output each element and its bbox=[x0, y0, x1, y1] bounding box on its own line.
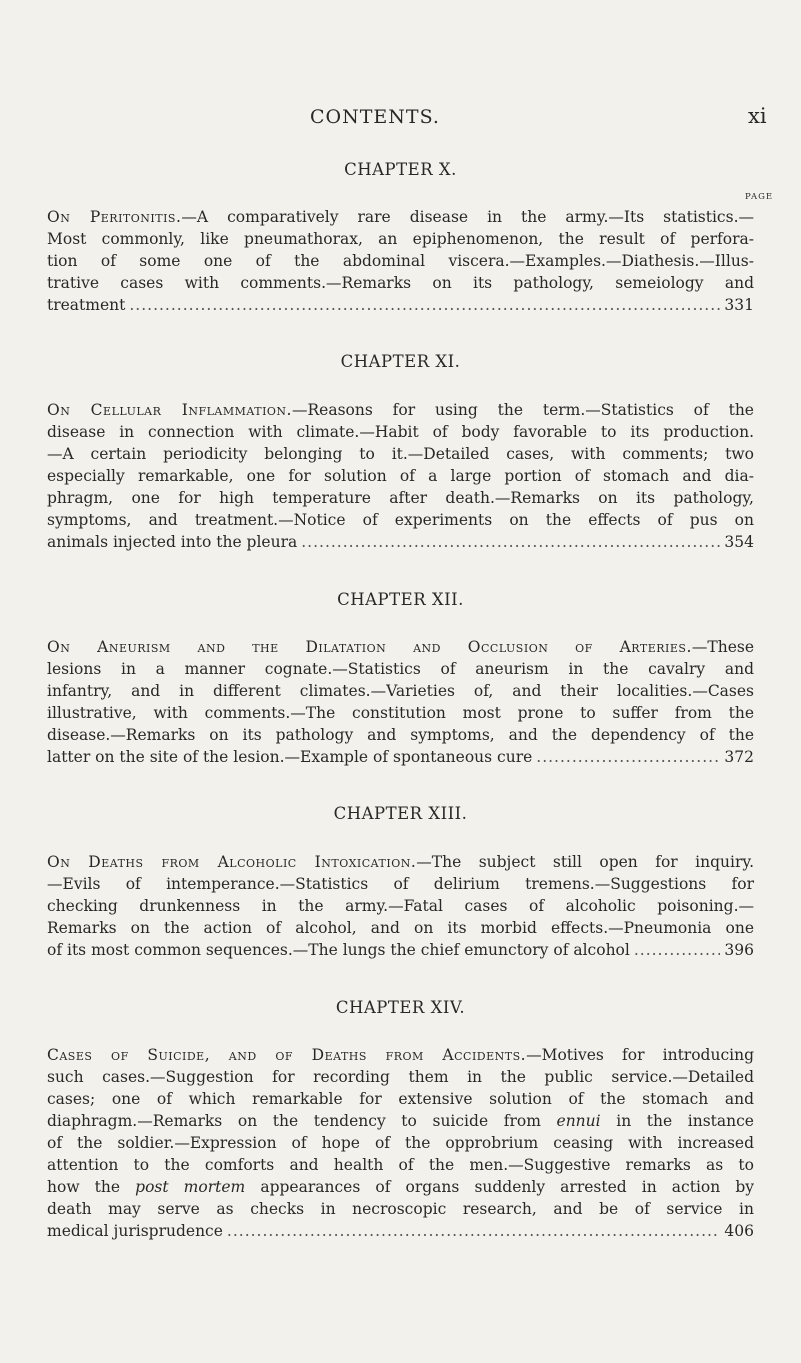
page-folio: xi bbox=[748, 104, 767, 128]
chapter-heading: CHAPTER X. bbox=[344, 160, 457, 179]
chapter-heading: CHAPTER XII. bbox=[337, 590, 464, 609]
page-number: 372 bbox=[724, 748, 754, 766]
leader-dots bbox=[634, 939, 721, 961]
running-head-title: CONTENTS. bbox=[310, 106, 440, 128]
toc-entry[interactable]: On Cellular Inflammation.—Reasons for using the term.—Statistics of the disease in connection with climate.—Habit of body favorable to its production. —A certain periodicity belonging to it.—Detailed cases, with comments; two especially remarkable, one for solution of a large portion of stomach and dia- phragm, one for high temperature after death.—Remarks on its pathology, symptoms, and treatment.—Notice of experiments on the effects of pus on animals injected into the pleura ..... 354 bbox=[47, 399, 754, 553]
leader-dots bbox=[536, 746, 720, 768]
page-number: 354 bbox=[724, 533, 754, 551]
toc-entry[interactable]: On Aneurism and the Dilatation and Occlusion of Arteries.—These lesions in a manner cognate.—Statistics of aneurism in the cavalry and infantry, and in different climates.—Varieties of, and their localities.—Cases illustrative, with comments.—The constitution most prone to suffer from the disease.—Remarks on its pathology and symptoms, and the dependency of the latter on the site of the lesion.—Example of spontaneous cure ..... 372 bbox=[47, 636, 754, 768]
entry-lead: On Peritonitis. bbox=[47, 208, 182, 226]
toc-entry[interactable]: On Deaths from Alcoholic Intoxication.—The subject still open for inquiry. —Evils of intemperance.—Statistics of delirium tremens.—Suggestions for checking drunkenness in the army.—Fatal cases of alcoholic poisoning.— Remarks on the action of alcohol, and on its morbid effects.—Pneumonia one of its most common sequences.—The lungs the chief emunctory of alcohol ..... 396 bbox=[47, 851, 754, 961]
entry-lead: On Aneurism and the Dilatation and Occlusion of Arteries. bbox=[47, 638, 692, 656]
toc-entry[interactable]: On Peritonitis.—A comparatively rare disease in the army.—Its statistics.— Most commonly, like pneumathorax, an epiphenomenon, the result of perfora- tion of some one of the abdominal viscera.—Examples.—Diathesis.—Illus- trative cases with comments.—Remarks on its pathology, semeiology and treatment ..... 331 bbox=[47, 206, 754, 316]
entry-lead: Cases of Suicide, and of Deaths from Accidents. bbox=[47, 1046, 527, 1064]
leader-dots bbox=[301, 531, 720, 553]
italic-term: ennui bbox=[556, 1112, 601, 1130]
entry-lead: On Deaths from Alcoholic Intoxication. bbox=[47, 853, 417, 871]
leader-dots bbox=[129, 294, 720, 316]
toc-entry[interactable]: Cases of Suicide, and of Deaths from Accidents.—Motives for introducing such cases.—Suggestion for recording them in the public service.—Detailed cases; one of which remarkable for extensive solution of the stomach and diaphragm.—Remarks on the tendency to suicide from ennui in the instance of the soldier.—Expression of hope of the opprobrium ceasing with increased attention to the comforts and health of the men.—Suggestive remarks as to how the post mortem appearances of organs suddenly arrested in action by death may serve as checks in necroscopic research, and be of service in medical jurisprudence ..... 406 bbox=[47, 1044, 754, 1242]
page-number: 406 bbox=[724, 1222, 754, 1240]
page-number: 331 bbox=[724, 296, 754, 314]
italic-term: post mortem bbox=[135, 1178, 246, 1196]
page-column-label: PAGE bbox=[745, 192, 774, 202]
entry-lead: On Cellular Inflammation. bbox=[47, 401, 292, 419]
chapter-heading: CHAPTER XIV. bbox=[335, 998, 466, 1017]
chapter-heading: CHAPTER XIII. bbox=[333, 804, 468, 823]
chapter-heading: CHAPTER XI. bbox=[340, 352, 461, 371]
leader-dots bbox=[227, 1220, 720, 1242]
page-number: 396 bbox=[724, 941, 754, 959]
